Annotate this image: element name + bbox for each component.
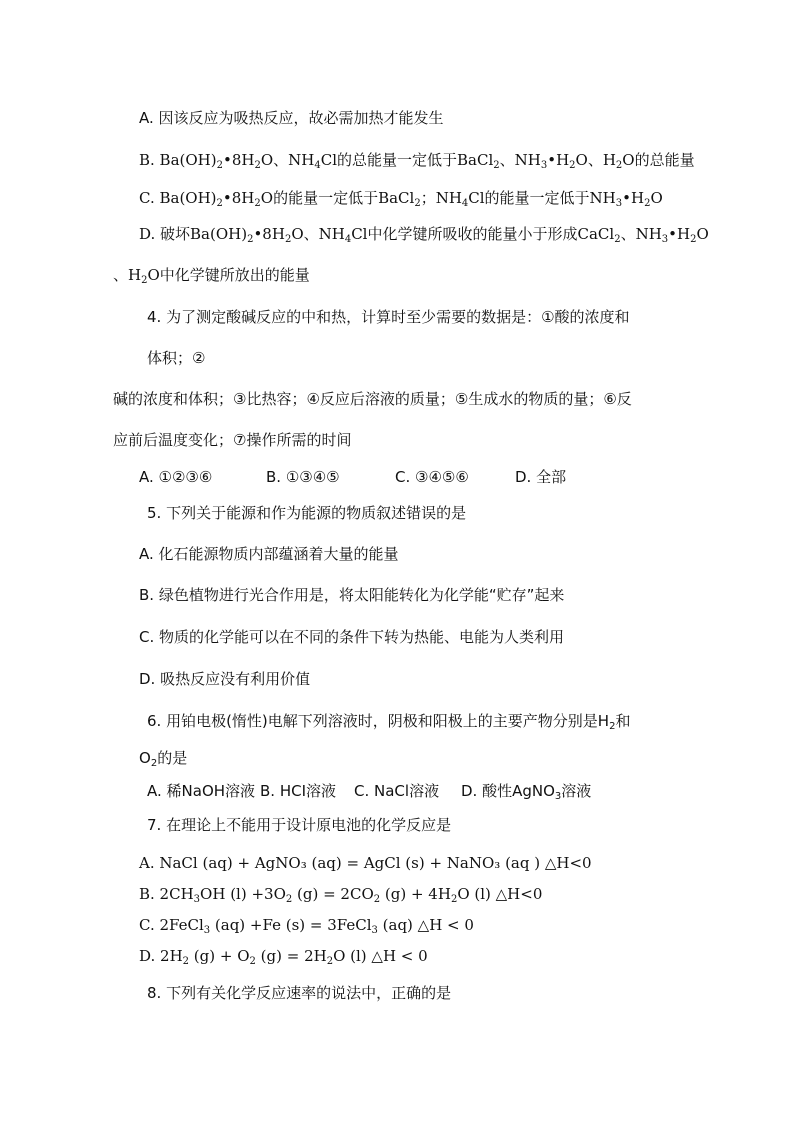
q5-option-a: A. 化石能源物质内部蕴涵着大量的能量: [139, 545, 399, 563]
q6-stem-line1: 6. 用铂电极(惰性)电解下列溶液时，阴极和阳极上的主要产物分别是$H_2$和: [147, 712, 631, 732]
q3-option-c: C. $Ba(OH)_2•8H_2O$的能量一定低于BaCl$_2$；$NH_4Cl$的能量一定低于$NH_3•H_2O$: [139, 189, 663, 209]
q5-option-b: B. 绿色植物进行光合作用是，将太阳能转化为化学能“贮存”起来: [139, 586, 565, 604]
q7-option-d: D. $2H_2$ $(g) + O_2$ $(g) = 2H_2O$ (l) △H < 0: [139, 947, 428, 967]
q8-stem: 8. 下列有关化学反应速率的说法中，正确的是: [147, 984, 452, 1002]
q3-option-d-line1: D. 破坏$Ba(OH)_2•8H_2O$、$NH_4Cl$中化学键所吸收的能量小于形成CaCl$_2$、$NH_3•H_2O$: [139, 225, 709, 245]
q4-stem-line1: 4. 为了测定酸碱反应的中和热，计算时至少需要的数据是：①酸的浓度和: [147, 308, 630, 326]
q4-option-b: B. ①③④⑤: [266, 468, 340, 486]
q5-option-c: C. 物质的化学能可以在不同的条件下转为热能、电能为人类利用: [139, 628, 565, 646]
q6-option-c: C. NaCl溶液: [354, 782, 440, 800]
q7-option-c: C. 2FeCl$_3$ (aq) +Fe (s) = 3FeCl$_3$ (aq) △H < 0: [139, 916, 474, 936]
q4-stem-line2: 体积；②: [147, 349, 206, 367]
q4-stem-line4: 应前后温度变化；⑦操作所需的时间: [113, 431, 352, 449]
q4-option-a: A. ①②③⑥: [139, 468, 213, 486]
q3-option-a: A. 因该反应为吸热反应，故必需加热才能发生: [139, 109, 444, 127]
q7-option-b: B. $2CH_3OH$ $(l) +3O_2$ $(g) = 2CO_2$ $(g) + 4H_2O$ (l) △H<0: [139, 885, 543, 905]
q4-stem-line3: 碱的浓度和体积；③比热容；④反应后溶液的质量；⑤生成水的物质的量；⑥反: [113, 390, 632, 408]
q6-stem-line2: $O_2$的是: [139, 749, 188, 769]
q3-option-b: B. $Ba(OH)_2•8H_2O$、$NH_4Cl$的总能量一定低于BaCl$_2$、$NH_3•H_2O$、$H_2O$的总能量: [139, 151, 695, 171]
q4-option-d: D. 全部: [515, 468, 567, 486]
q5-option-d: D. 吸热反应没有利用价值: [139, 670, 311, 688]
q4-option-c: C. ③④⑤⑥: [395, 468, 469, 486]
q5-stem: 5. 下列关于能源和作为能源的物质叙述错误的是: [147, 504, 467, 522]
q6-option-a: A. 稀NaOH溶液: [147, 782, 256, 800]
q3-option-d-line2: 、$H_2O$中化学键所放出的能量: [113, 266, 310, 286]
q7-option-a: A. NaCl (aq) + AgNO₃ (aq) = AgCl (s) + NaNO₃ (aq ) △H<0: [139, 854, 592, 872]
q6-option-d: D. 酸性AgNO$_3$溶液: [461, 782, 592, 802]
q6-option-b: B. HCI溶液: [260, 782, 337, 800]
q7-stem: 7. 在理论上不能用于设计原电池的化学反应是: [147, 816, 452, 834]
